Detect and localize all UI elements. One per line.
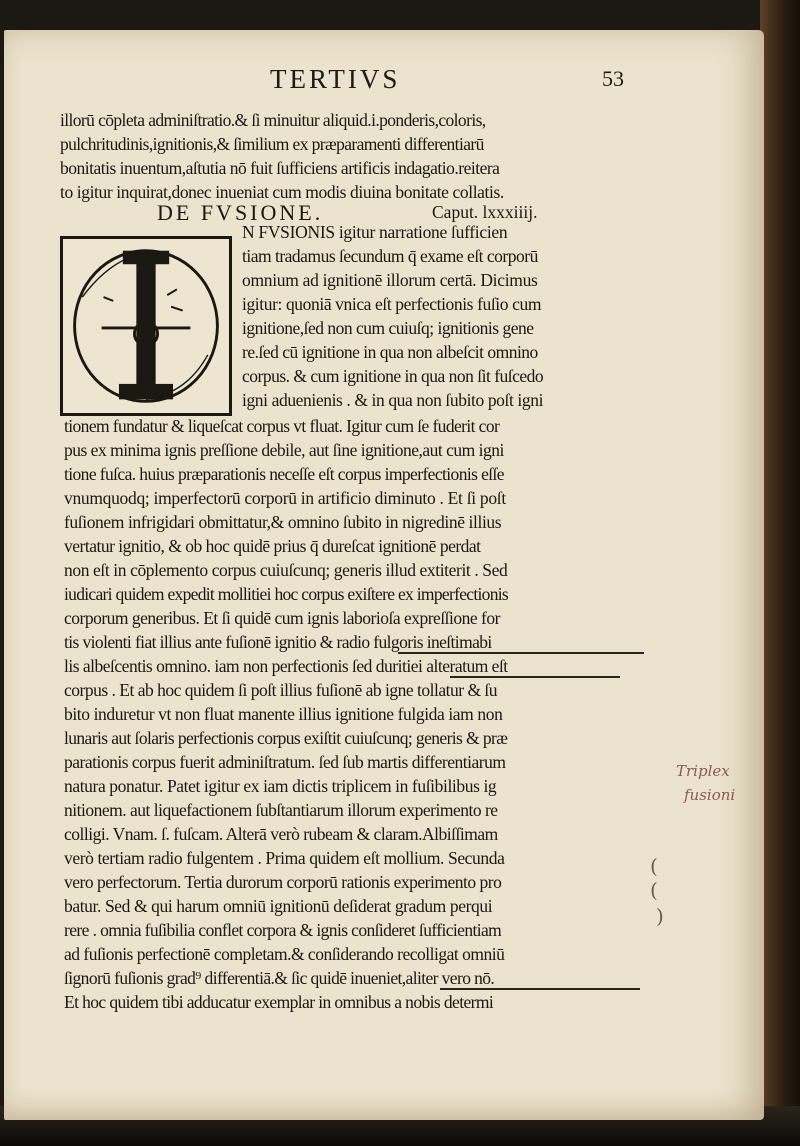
chapter-title: DE FVSIONE. xyxy=(157,200,324,225)
body-line: bonitatis inuentum,aſtutia nō fuit ſufficiens artificis indagatio.reitera xyxy=(60,158,500,178)
body-line: to igitur inquirat,donec inueniat cum modis diuina bonitate collatis. xyxy=(60,182,504,202)
body-line: vertatur ignitio, & ob hoc quidē prius q̄ dureſcat ignitionē perdat xyxy=(64,536,481,556)
body-line: corpus . Et ab hoc quidem ſi poſt illius fuſionē ab igne tollatur & ſu xyxy=(64,680,498,700)
body-line: verò tertiam radio fulgentem . Prima quidem eſt mollium. Secunda xyxy=(64,848,505,868)
body-line: ignitione,ſed non cum cuiuſq; ignitionis gene xyxy=(242,318,534,338)
body-line: ſignorū fuſionis grad⁹ differentiā.& ſic quidē inueniet,aliter vero nō. xyxy=(64,968,495,988)
margin-note: fusioni xyxy=(684,786,736,804)
body-line: vnumquodq; imperfectorū corporū in artificio diminuto . Et ſi poſt xyxy=(64,488,506,508)
handwritten-underline xyxy=(398,652,644,654)
chapter-number: Caput. lxxxiiij. xyxy=(432,202,538,222)
handwritten-underline xyxy=(440,988,640,990)
body-line: nitionem. aut liquefactionem ſubſtantiarum illorum experimento re xyxy=(64,800,498,820)
margin-bracket-icon: ( xyxy=(650,878,658,902)
body-line: ad fuſionis perfectionē completam.& conſiderando recolligat omniū xyxy=(64,944,505,964)
body-line: igitur: quoniā vnica eſt perfectionis fuſio cum xyxy=(242,294,542,314)
body-line: rere . omnia fuſibilia conflet corpora & ignis conſideret ſufficientiam xyxy=(64,920,502,940)
decorated-initial-i xyxy=(60,236,232,416)
margin-bracket-icon: ( xyxy=(650,854,658,878)
body-line: iudicari quidem expedit mollitiei hoc corpus exiſtere ex imperfectionis xyxy=(64,584,509,604)
body-line: batur. Sed & qui harum omniū ignitionū deſiderat gradum perqui xyxy=(64,896,493,916)
body-line: tione fuſca. huius præparationis neceſſe eſt corpus imperfectionis eſſe xyxy=(64,464,504,484)
handwritten-underline xyxy=(450,676,620,678)
body-line: re.ſed cū ignitione in qua non albeſcit omnino xyxy=(242,342,538,362)
body-line: parationis corpus fuerit adminiſtratum. ſed ſub martis differentiarum xyxy=(64,752,506,772)
book-edge xyxy=(760,0,800,1146)
body-line: non eſt in cōplemento corpus cuiuſcunq; generis illud extiterit . Sed xyxy=(64,560,508,580)
page-number: 53 xyxy=(602,66,624,91)
body-line: lunaris aut ſolaris perfectionis corpus exiſtit cuiuſcunq; generis & præ xyxy=(64,728,508,748)
body-line: colligi. Vnam. ſ. fuſcam. Alterā verò rubeam & claram.Albiſſimam xyxy=(64,824,498,844)
running-head: TERTIVS xyxy=(270,64,401,94)
body-line: igni aduenienis . & in qua non ſubito poſt igni xyxy=(242,390,544,410)
body-line: pulchritudinis,ignitionis,& ſimilium ex præparamenti differentiarū xyxy=(60,134,484,154)
body-line: pus ex minima ignis preſſione debile, aut ſine ignitione,aut cum igni xyxy=(64,440,504,460)
margin-note: Triplex xyxy=(676,762,730,780)
body-line: N FVSIONIS igitur narratione ſufficien xyxy=(242,222,508,242)
body-line: tis violenti fiat illius ante fuſionē ignitio & radio fulgoris ineſtimabi xyxy=(64,632,492,652)
body-line: bito induretur vt non fluat manente illius ignitione fulgida iam non xyxy=(64,704,503,724)
body-line: tionem fundatur & liqueſcat corpus vt fluat. Igitur cum ſe fuderit cor xyxy=(64,416,500,436)
body-line: omnium ad ignitionē illorum certā. Dicimus xyxy=(242,270,538,290)
body-line: illorū cōpleta adminiſtratio.& ſi minuitur aliquid.i.ponderis,coloris, xyxy=(60,110,486,130)
body-line: fuſionem infrigidari obmittatur,& omnino ſubito in nigredinē illius xyxy=(64,512,502,532)
body-line: lis albeſcentis omnino. iam non perfectionis ſed duritiei alteratum eſt xyxy=(64,656,508,676)
initial-woodcut-icon xyxy=(63,239,229,413)
body-line: natura ponatur. Patet igitur ex iam dictis triplicem in fuſibilibus ig xyxy=(64,776,497,796)
body-line: corporum generibus. Et ſi quidē cum ignis laborioſa expreſſione for xyxy=(64,608,500,628)
margin-bracket-icon: ) xyxy=(656,904,664,928)
body-line: tiam tradamus ſecundum q̄ exame eſt corporū xyxy=(242,246,538,266)
body-line: Et hoc quidem tibi adducatur exemplar in omnibus a nobis determi xyxy=(64,992,494,1012)
body-line: corpus. & cum ignitione in qua non ſit fuſcedo xyxy=(242,366,544,386)
body-line: vero perfectorum. Tertia durorum corporū rationis experimento pro xyxy=(64,872,502,892)
